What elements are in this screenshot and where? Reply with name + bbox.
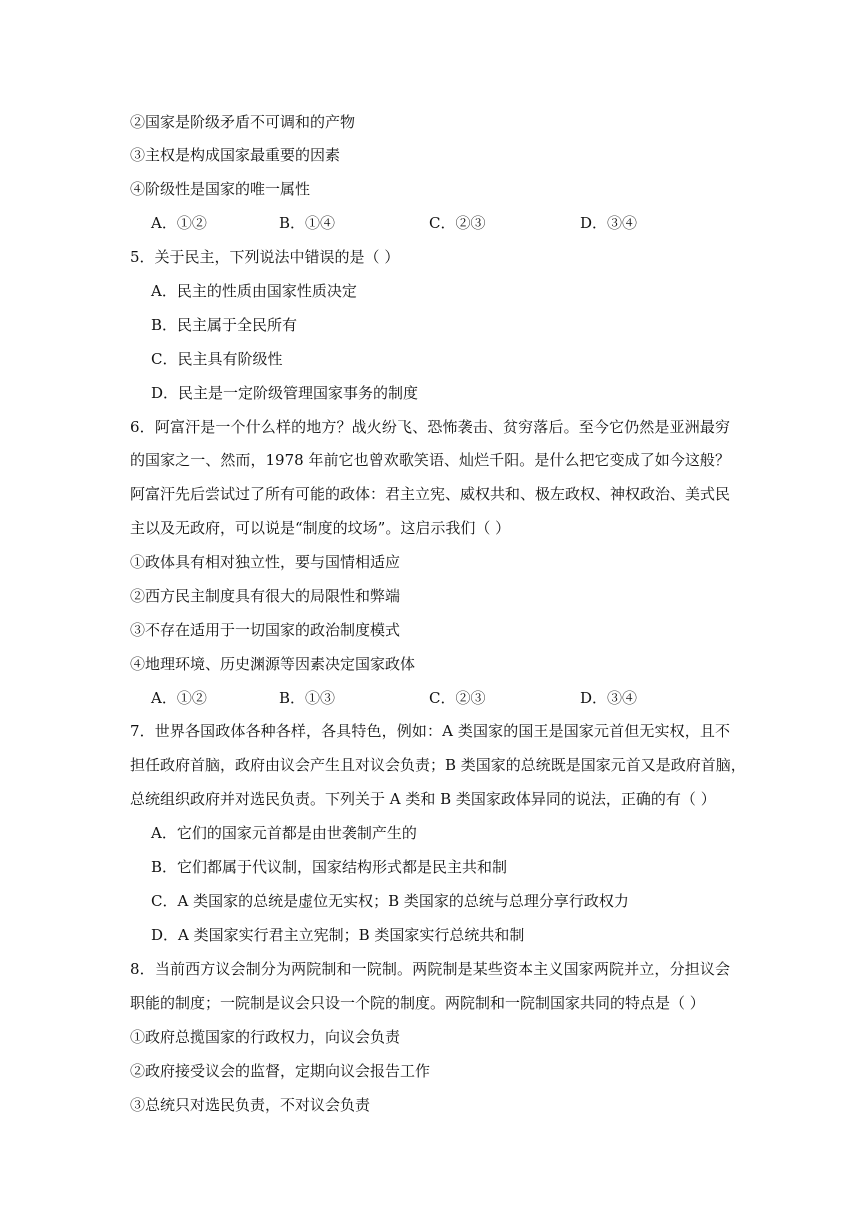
q6-item-1: ①政体具有相对独立性，要与国情相适应: [130, 553, 401, 571]
q7-stem-line-2: 担任政府首脑，政府由议会产生且对议会负责；B 类国家的总统既是国家元首又是政府首脑，: [130, 756, 746, 774]
q4-item-2: ②国家是阶级矛盾不可调和的产物: [130, 113, 356, 131]
q7-option-c: C．A 类国家的总统是虚位无实权；B 类国家的总统与总理分享行政权力: [151, 892, 629, 910]
q8-stem-line-1: 8．当前西方议会制分为两院制和一院制。两院制是某些资本主义国家两院并立，分担议会: [130, 960, 730, 978]
q7-option-b: B．它们都属于代议制，国家结构形式都是民主共和制: [151, 858, 508, 876]
q4-item-4: ④阶级性是国家的唯一属性: [130, 180, 311, 198]
q8-item-1: ①政府总揽国家的行政权力，向议会负责: [130, 1028, 401, 1046]
q6-option-a: A．①②: [151, 689, 207, 707]
q8-item-3: ③总统只对选民负责，不对议会负责: [130, 1096, 371, 1114]
q8-item-2: ②政府接受议会的监督，定期向议会报告工作: [130, 1062, 431, 1080]
q5-option-a: A．民主的性质由国家性质决定: [151, 282, 357, 300]
q5-option-d: D．民主是一定阶级管理国家事务的制度: [151, 384, 419, 402]
q6-item-2: ②西方民主制度具有很大的局限性和弊端: [130, 587, 401, 605]
q6-stem-line-1: 6．阿富汗是一个什么样的地方？战火纷飞、恐怖袭击、贫穷落后。至今它仍然是亚洲最穷: [130, 418, 730, 436]
q5-stem: 5．关于民主，下列说法中错误的是（ ）: [130, 248, 400, 266]
q6-stem-line-4: 主以及无政府，可以说是“制度的坟场”。这启示我们（ ）: [130, 519, 511, 537]
q7-option-d: D．A 类国家实行君主立宪制；B 类国家实行总统共和制: [151, 926, 525, 944]
q6-stem-line-2: 的国家之一、然而，1978 年前它也曾欢歌笑语、灿烂千阳。是什么把它变成了如今这般？: [130, 451, 730, 469]
q4-option-b: B．①④: [279, 214, 336, 232]
q7-stem-line-3: 总统组织政府并对选民负责。下列关于 A 类和 B 类国家政体异同的说法，正确的有（ ）: [130, 790, 716, 808]
q6-option-c: C．②③: [429, 689, 486, 707]
q4-option-a: A．①②: [151, 214, 207, 232]
q4-option-c: C．②③: [429, 214, 486, 232]
q6-option-b: B．①③: [279, 689, 336, 707]
q6-item-4: ④地理环境、历史渊源等因素决定国家政体: [130, 655, 416, 673]
q5-option-c: C．民主具有阶级性: [151, 350, 283, 368]
q6-item-3: ③不存在适用于一切国家的政治制度模式: [130, 621, 401, 639]
q8-stem-line-2: 职能的制度；一院制是议会只设一个院的制度。两院制和一院制国家共同的特点是（ ）: [130, 994, 705, 1012]
q5-option-b: B．民主属于全民所有: [151, 316, 298, 334]
q6-stem-line-3: 阿富汗先后尝试过了所有可能的政体：君主立宪、威权共和、极左政权、神权政治、美式民: [130, 485, 731, 503]
q7-stem-line-1: 7．世界各国政体各种各样，各具特色，例如：A 类国家的国王是国家元首但无实权，且不: [130, 722, 730, 740]
q7-option-a: A．它们的国家元首都是由世袭制产生的: [151, 824, 417, 842]
q4-option-d: D．③④: [580, 214, 638, 232]
q6-option-d: D．③④: [580, 689, 638, 707]
q4-item-3: ③主权是构成国家最重要的因素: [130, 146, 341, 164]
